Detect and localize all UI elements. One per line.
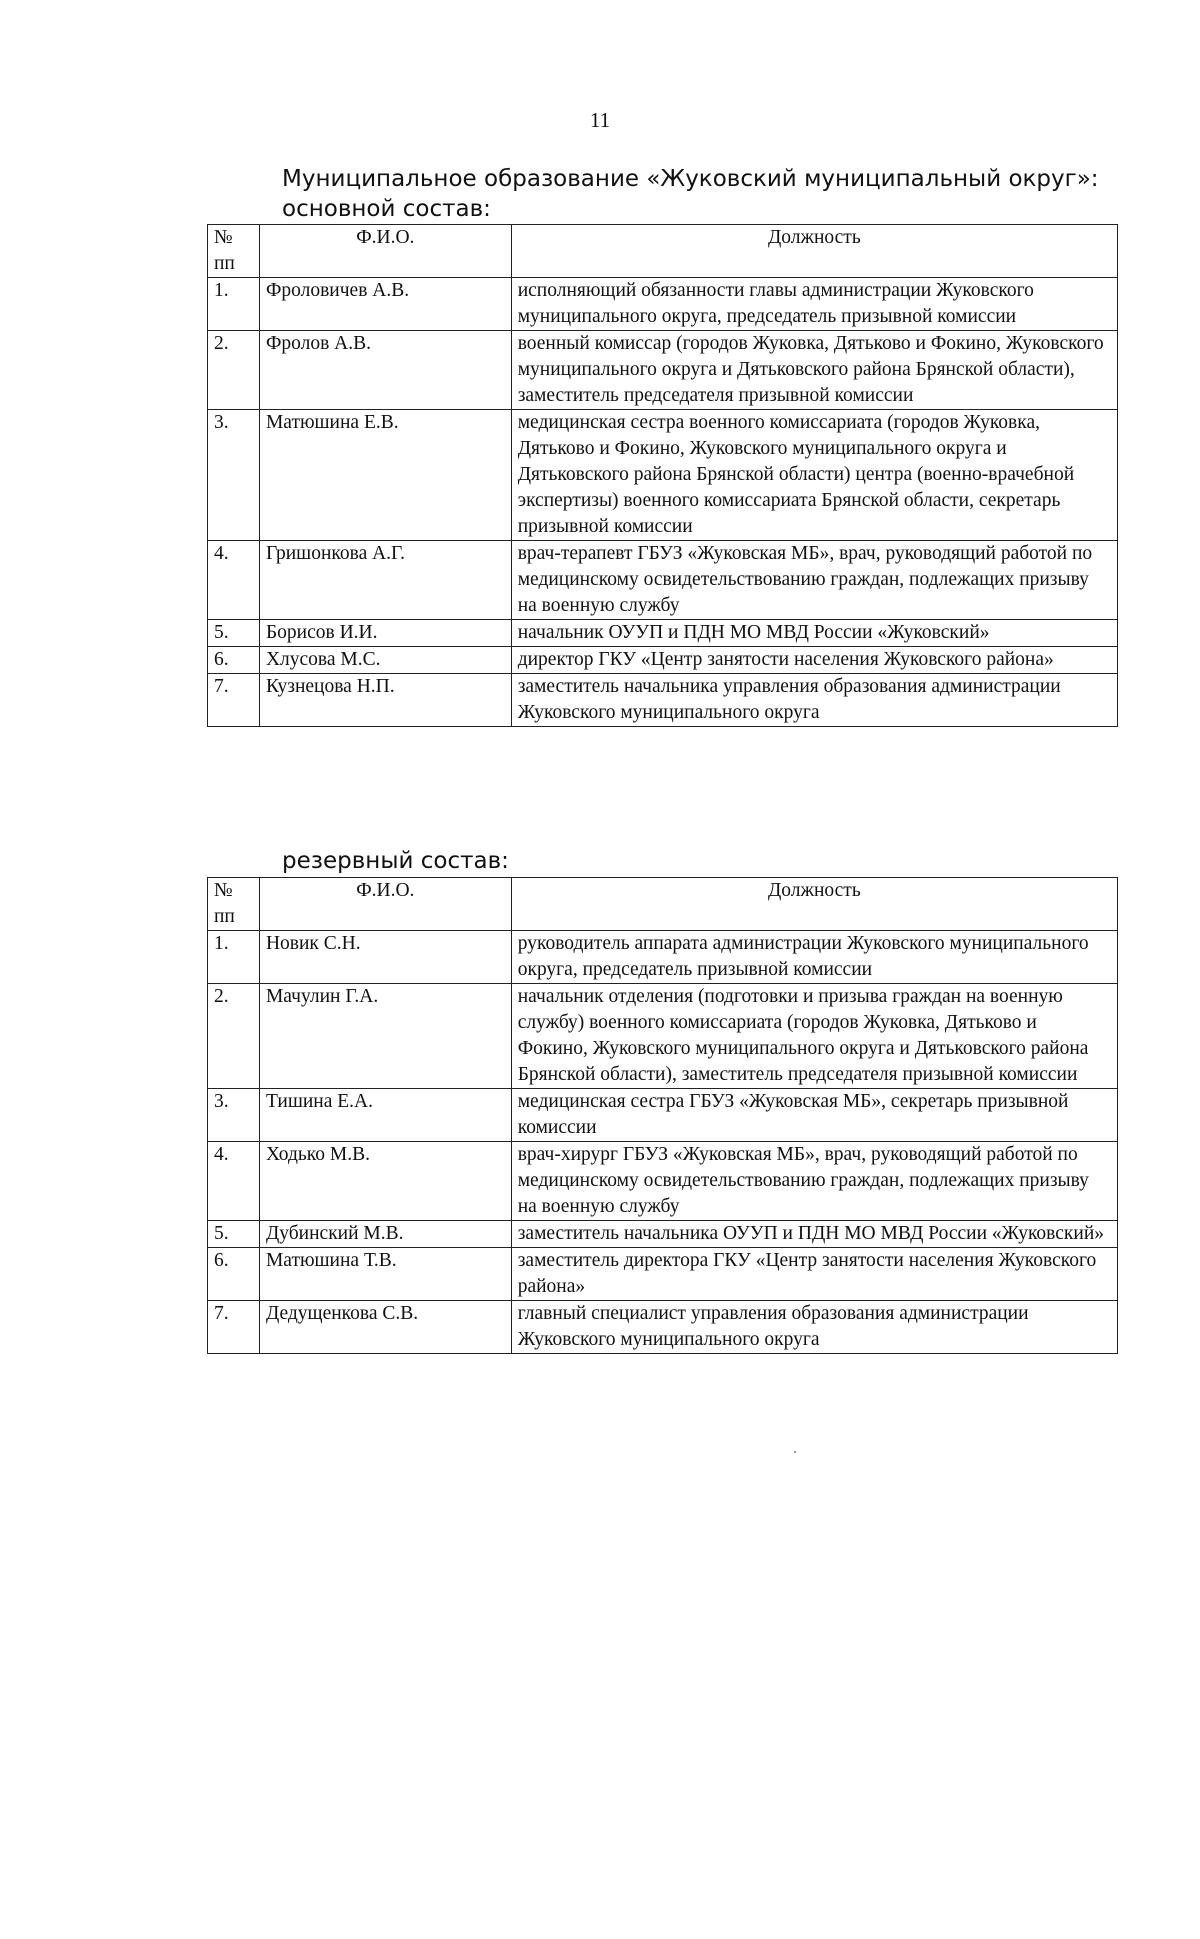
row-number: 5. [208, 620, 260, 647]
column-header-number [208, 878, 260, 931]
member-name: Кузнецова Н.П. [259, 674, 511, 727]
table-row [208, 647, 1118, 674]
member-position: врач-хирург ГБУЗ «Жуковская МБ», врач, руководящий работой по медицинскому освидетельствованию граждан, подлежащих призыву на военную службу [511, 1142, 1117, 1221]
row-number: 7. [208, 1301, 260, 1354]
table-row [208, 984, 1118, 1089]
column-header-name: Ф.И.О. [259, 225, 511, 278]
member-name: Фролов А.В. [259, 331, 511, 410]
table-row [208, 1089, 1118, 1142]
member-name: Дубинский М.В. [259, 1221, 511, 1248]
member-name: Борисов И.И. [259, 620, 511, 647]
member-name: Ходько М.В. [259, 1142, 511, 1221]
member-name: Гришонкова А.Г. [259, 541, 511, 620]
column-header-number [208, 225, 260, 278]
table-header-row [208, 225, 1118, 278]
table-row [208, 620, 1118, 647]
member-name: Матюшина Е.В. [259, 410, 511, 541]
row-number: 5. [208, 1221, 260, 1248]
row-number: 1. [208, 931, 260, 984]
row-number: 1. [208, 278, 260, 331]
row-number: 2. [208, 331, 260, 410]
reserve-members-table [207, 877, 1118, 1354]
member-position: врач-терапевт ГБУЗ «Жуковская МБ», врач, руководящий работой по медицинскому освидетельствованию граждан, подлежащих призыву на военную службу [511, 541, 1117, 620]
column-header-number-line2: пп [214, 253, 235, 274]
member-position: заместитель директора ГКУ «Центр занятости населения Жуковского района» [511, 1248, 1117, 1301]
member-position: медицинская сестра ГБУЗ «Жуковская МБ», секретарь призывной комиссии [511, 1089, 1117, 1142]
table-row [208, 541, 1118, 620]
page-number: 11 [589, 108, 611, 132]
table-row [208, 1142, 1118, 1221]
main-members-body [208, 278, 1118, 727]
row-number: 6. [208, 647, 260, 674]
member-name: Новик С.Н. [259, 931, 511, 984]
row-number: 3. [208, 1089, 260, 1142]
table-row [208, 331, 1118, 410]
member-name: Мачулин Г.А. [259, 984, 511, 1089]
table-row [208, 1301, 1118, 1354]
member-position: заместитель начальника ОУУП и ПДН МО МВД России «Жуковский» [511, 1221, 1117, 1248]
member-name: Фроловичев А.В. [259, 278, 511, 331]
row-number: 2. [208, 984, 260, 1089]
member-position: заместитель начальника управления образования администрации Жуковского муниципального округа [511, 674, 1117, 727]
column-header-name: Ф.И.О. [259, 878, 511, 931]
document-title: Муниципальное образование «Жуковский муниципальный округ»: [282, 166, 1099, 192]
main-members-table [207, 224, 1118, 727]
member-name: Тишина Е.А. [259, 1089, 511, 1142]
table-row [208, 674, 1118, 727]
column-header-number-line2: пп [214, 906, 235, 927]
member-position: медицинская сестра военного комиссариата (городов Жуковка, Дятьково и Фокино, Жуковского муниципального округа и Дятьковского района Брянской области) центра (военно-врачебной экспертизы) военного комиссариата Брянской области, секретарь призывной комиссии [511, 410, 1117, 541]
member-position: директор ГКУ «Центр занятости населения Жуковского района» [511, 647, 1117, 674]
table-row [208, 278, 1118, 331]
table-row [208, 1221, 1118, 1248]
table-header-row [208, 878, 1118, 931]
member-name: Хлусова М.С. [259, 647, 511, 674]
row-number: 6. [208, 1248, 260, 1301]
row-number: 3. [208, 410, 260, 541]
member-position: главный специалист управления образования администрации Жуковского муниципального округа [511, 1301, 1117, 1354]
row-number: 4. [208, 541, 260, 620]
row-number: 7. [208, 674, 260, 727]
row-number: 4. [208, 1142, 260, 1221]
reserve-members-body [208, 931, 1118, 1354]
table-row [208, 1248, 1118, 1301]
member-position: исполняющий обязанности главы администрации Жуковского муниципального округа, председатель призывной комиссии [511, 278, 1117, 331]
member-name: Матюшина Т.В. [259, 1248, 511, 1301]
member-position: руководитель аппарата администрации Жуковского муниципального округа, председатель призывной комиссии [511, 931, 1117, 984]
scan-speck [794, 1451, 796, 1453]
member-position: начальник отделения (подготовки и призыва граждан на военную службу) военного комиссариата (городов Жуковка, Дятьково и Фокино, Жуковского муниципального округа и Дятьковского района Брянской области), заместитель председателя призывной комиссии [511, 984, 1117, 1089]
member-position: начальник ОУУП и ПДН МО МВД России «Жуковский» [511, 620, 1117, 647]
reserve-section-label: резервный состав: [282, 848, 509, 874]
column-header-number-line1: № [214, 227, 233, 248]
column-header-position: Должность [511, 878, 1117, 931]
table-row [208, 931, 1118, 984]
main-section-label: основной состав: [282, 196, 491, 222]
table-row [208, 410, 1118, 541]
member-position: военный комиссар (городов Жуковка, Дятьково и Фокино, Жуковского муниципального округа и Дятьковского района Брянской области), заместитель председателя призывной комиссии [511, 331, 1117, 410]
column-header-number-line1: № [214, 880, 233, 901]
column-header-position: Должность [511, 225, 1117, 278]
member-name: Дедущенкова С.В. [259, 1301, 511, 1354]
